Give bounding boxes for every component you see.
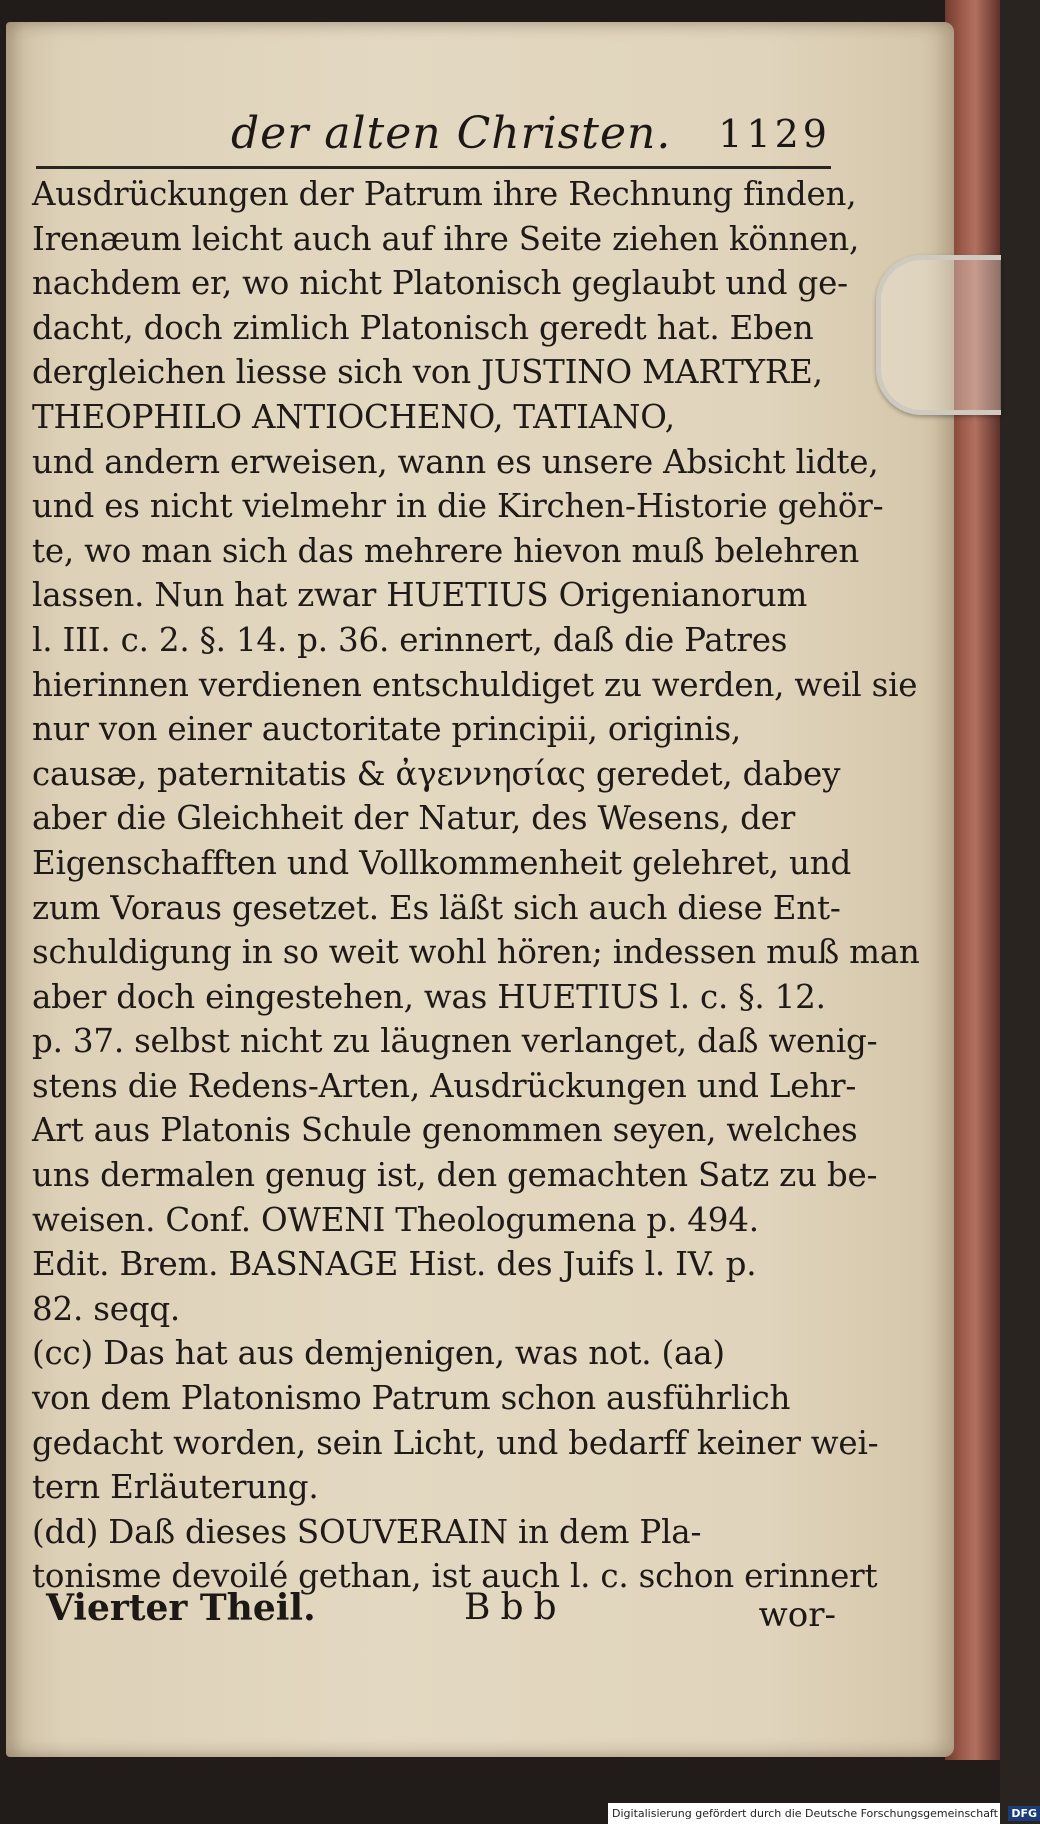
text-line: aber die Gleichheit der Natur, des Wesens, der (32, 799, 796, 838)
text-line: l. III. c. 2. §. 14. p. 36. erinnert, daß die Patres (32, 620, 788, 659)
text-line: tonisme devoilé gethan, ist auch l. c. schon erinnert (32, 1557, 878, 1596)
text-line: zum Voraus gesetzet. Es läßt sich auch diese Ent- (32, 888, 841, 927)
catchword: wor- (758, 1595, 836, 1635)
text-line: nachdem er, wo nicht Platonisch geglaubt und ge- (32, 264, 848, 303)
text-line: dacht, doch zimlich Platonisch geredt hat. Eben (32, 308, 814, 347)
digitization-credit (608, 1803, 1038, 1824)
text-line: Irenæum leicht auch auf ihre Seite ziehen können, (32, 219, 860, 258)
text-line: lassen. Nun hat zwar HUETIUS Origenianorum (32, 576, 808, 615)
text-line: Art aus Platonis Schule genommen seyen, welches (32, 1111, 858, 1150)
running-title: der alten Christen. (231, 108, 672, 159)
book-page (6, 22, 954, 1757)
text-line: aber doch eingestehen, was HUETIUS l. c. §. 12. (32, 977, 826, 1016)
text-line: Eigenschafften und Vollkommenheit gelehret, und (32, 843, 852, 882)
text-line: p. 37. selbst nicht zu läugnen verlanget, daß wenig- (32, 1022, 878, 1061)
page-footer (46, 1587, 836, 1647)
text-line: und andern erweisen, wann es unsere Absicht lidte, (32, 442, 879, 481)
volume-signature: Vierter Theil. (46, 1587, 316, 1629)
text-line: von dem Platonismo Patrum schon ausführlich (32, 1379, 791, 1418)
text-line: (cc) Das hat aus demjenigen, was not. (aa) (32, 1334, 725, 1373)
page-number: 1129 (718, 112, 831, 156)
text-line: uns dermalen genug ist, den gemachten Satz zu be- (32, 1156, 878, 1195)
body-text (32, 172, 920, 1599)
text-line: causæ, paternitatis & ἀγεννησίας geredet, dabey (32, 754, 841, 793)
sheet-mark: Bbb (464, 1587, 567, 1628)
text-line: gedacht worden, sein Licht, und bedarff keiner wei- (32, 1423, 879, 1462)
page-header (36, 102, 831, 169)
text-line: (dd) Daß dieses SOUVERAIN in dem Pla- (32, 1512, 702, 1551)
text-line: 82. seqq. (32, 1289, 181, 1328)
credit-text: Digitalisierung gefördert durch die Deutsche Forschungsgemeinschaft - (612, 1807, 1006, 1820)
dfg-logo-icon: DFG (1008, 1806, 1040, 1821)
text-line: tern Erläuterung. (32, 1468, 319, 1507)
text-line: schuldigung in so weit wohl hören; indessen muß man (32, 933, 920, 972)
text-line: THEOPHILO ANTIOCHENO, TATIANO, (32, 397, 675, 436)
text-line: dergleichen liesse sich von JUSTINO MARTYRE, (32, 353, 823, 392)
text-line: nur von einer auctoritate principii, originis, (32, 710, 742, 749)
text-line: stens die Redens-Arten, Ausdrückungen und Lehr- (32, 1066, 857, 1105)
text-line: Edit. Brem. BASNAGE Hist. des Juifs l. IV. p. (32, 1245, 757, 1284)
text-line: te, wo man sich das mehrere hievon muß belehren (32, 531, 860, 570)
text-line: hierinnen verdienen entschuldiget zu werden, weil sie (32, 665, 918, 704)
page-clip (876, 255, 1001, 415)
text-line: weisen. Conf. OWENI Theologumena p. 494. (32, 1200, 759, 1239)
text-line: Ausdrückungen der Patrum ihre Rechnung finden, (32, 175, 857, 213)
text-line: und es nicht vielmehr in die Kirchen-Historie gehör- (32, 487, 884, 526)
